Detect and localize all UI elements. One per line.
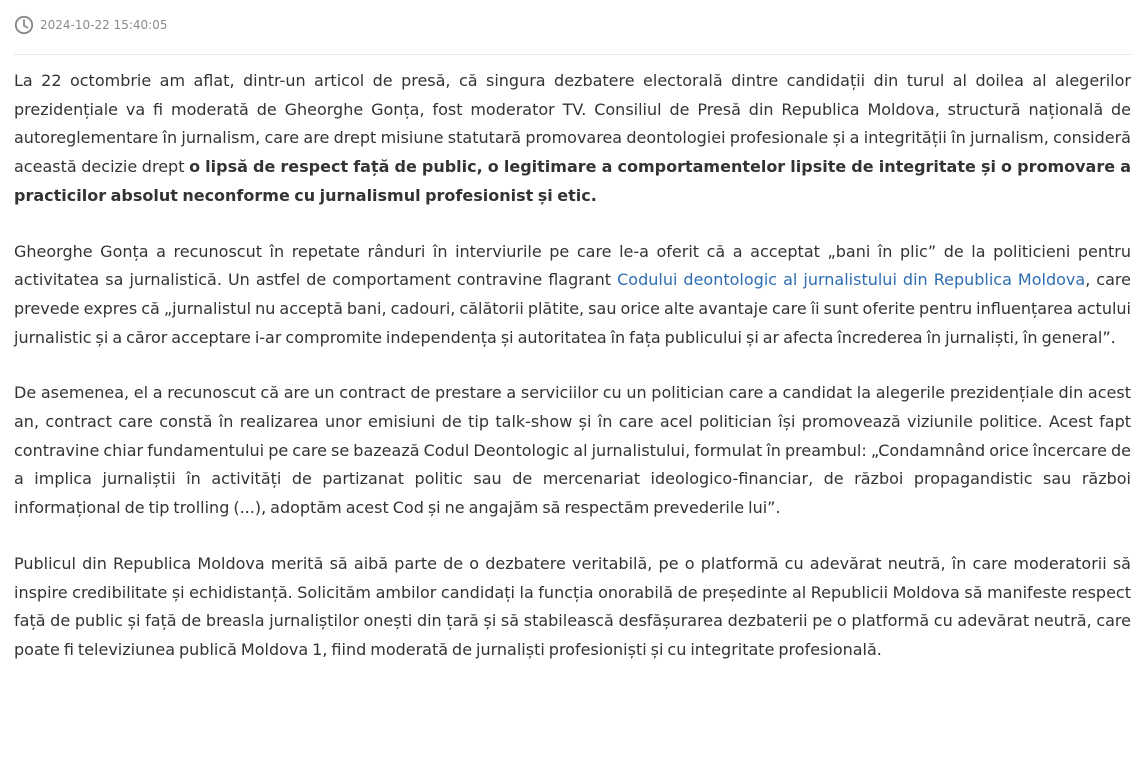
- paragraph-2: [14, 238, 1131, 353]
- paragraph-2-text-after: , care prevede expres că „jurnalistul nu acceptă bani, cadouri, călătorii plătite, sau orice alte avantaje care îi sunt oferite pentru influențarea actului jurnalistic și a căror acceptare i-ar compromite independența și autoritatea în fața publicului și ar afecta încrederea în jurnaliști, în general”.: [14, 270, 1131, 347]
- paragraph-1-bold: o lipsă de respect față de public, o legitimare a comportamentelor lipsite de integritate și o promovare a practicilor absolut neconforme cu jurnalismul profesionist și etic.: [14, 157, 1131, 205]
- code-deontology-link[interactable]: Codului deontologic al jurnalistului din Republica Moldova: [617, 270, 1086, 290]
- article-body: [14, 55, 1131, 665]
- article-page: [14, 0, 1131, 692]
- paragraph-4: Publicul din Republica Moldova merită să aibă parte de o dezbatere veritabilă, pe o platformă cu adevărat neutră, în care moderatorii să inspire credibilitate și echidistanță. Solicităm ambilor candidați la funcția onorabilă de președinte al Republicii Moldova să manifeste respect față de public și față de breasla jurnaliștilor onești din țară și să stabilească desfășurarea dezbaterii pe o platformă cu adevărat neutră, care poate fi televiziunea publică Moldova 1, fiind moderată de jurnaliști profesioniști și cu integritate profesională.: [14, 553, 1131, 659]
- paragraph-1: [14, 67, 1131, 211]
- article-meta: [14, 0, 1131, 55]
- publish-date: 2024-10-22 15:40:05: [40, 18, 168, 32]
- paragraph-3: De asemenea, el a recunoscut că are un contract de prestare a serviciilor cu un politician care a candidat la alegerile prezidențiale din acest an, contract care constă în realizarea unor emisiuni de tip talk-show și în care acel politician își promovează viziunile politice. Acest fapt contravine chiar fundamentului pe care se bazează Codul Deontologic al jurnalistului, formulat în preambul: „Condamnând orice încercare de a implica jurnaliștii în activități de partizanat politic sau de mercenariat ideologico-financiar, de război propagandistic sau război informațional de tip trolling (...), adoptăm acest Cod și ne angajăm să respectăm prevederile lui”.: [14, 383, 1131, 518]
- clock-icon: [14, 15, 34, 35]
- paragraph-2-text-before: Gheorghe Gonța a recunoscut în repetate rânduri în interviurile pe care le-a oferit că a acceptat „bani în plic” de la politicieni pentru activitatea sa jurnalistică. Un astfel de comportament contravine flagrant: [14, 241, 1131, 290]
- paragraph-1-text: La 22 octombrie am aflat, dintr-un articol de presă, că singura dezbatere electorală dintre candidații din turul al doilea al alegerilor prezidențiale va fi moderată de Gheorghe Gonța, fost moderator TV. Consiliul de Presă din Republica Moldova, structură națională de autoreglementare în jurnalism, care are drept misiune statutară promovarea deontologiei profesionale și a integrității în jurnalism, consideră această decizie drept: [14, 71, 1131, 177]
